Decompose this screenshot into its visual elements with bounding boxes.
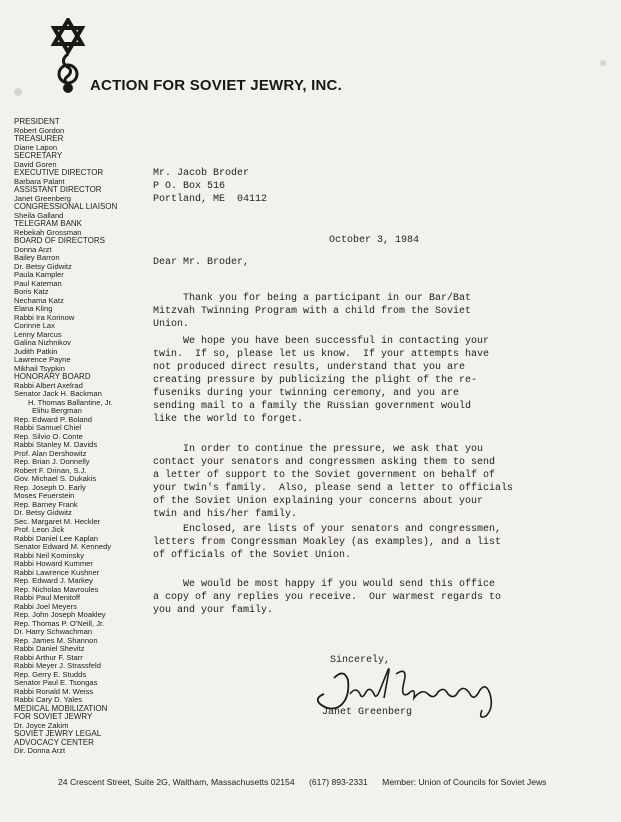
star-of-david-logo — [46, 18, 90, 94]
sidebar-name: Bailey Barron — [14, 253, 60, 262]
sidebar-name: Rabbi Stanley M. Davids — [14, 440, 98, 449]
sidebar-name: Rabbi Joel Meyers — [14, 601, 77, 611]
sidebar-name: Rabbi Ira Korinow — [14, 312, 75, 322]
sidebar-name: Rep. Edward J. Markey — [14, 576, 93, 585]
footer-membership: Member: Union of Councils for Soviet Jews — [382, 777, 547, 787]
sidebar-name: Rabbi Paul Menitoff — [14, 593, 81, 602]
sidebar-name: Paul Kateman — [14, 278, 62, 288]
sidebar-name: Robert F. Drinan, S.J. — [14, 465, 87, 475]
letter-paragraph: We hope you have been successful in contacting your twin. If so, please let us know. If your attempts have not produced direct results, understand that you are creating pressure by publicizing the plight of the re- fuseniks during your twinning ceremony, and you are sending mail to a family the Russian government would like the world to forget. — [153, 336, 490, 425]
footer-address: 24 Crescent Street, Suite 2G, Waltham, Massachusetts 02154 — [58, 777, 295, 787]
sidebar-heading: FOR SOVIET JEWRY — [14, 712, 93, 721]
sidebar-name: Sheila Galland — [14, 210, 64, 220]
sidebar-name: Senator Paul E. Tsongas — [14, 678, 98, 687]
sidebar-name: Rep. Nicholas Mavroules — [14, 584, 99, 594]
sidebar-name: Lawrence Payne — [14, 355, 71, 364]
sidebar-name: Rep. Brian J. Donnelly — [14, 457, 90, 466]
letterhead-sidebar — [14, 118, 154, 756]
sidebar-name: Janet Greenberg — [14, 193, 71, 203]
sidebar-name: Prof. Leon Jick — [14, 525, 65, 534]
sidebar-name: Rep. James M. Shannon — [14, 635, 98, 645]
sidebar-name: Rabbi Daniel Shevitz — [14, 644, 85, 653]
letterhead-footer — [58, 777, 558, 787]
sidebar-name: Barbara Palant — [14, 176, 65, 186]
sidebar-heading: PRESIDENT — [14, 117, 60, 126]
letter-paragraph: Enclosed, are lists of your senators and congressmen, letters from Congressman Moakley (as examples), and a list of officials of the Soviet Union. — [153, 524, 502, 561]
signer-name: Janet Greenberg — [322, 707, 413, 718]
sidebar-name: Rep. Edward P. Boland — [14, 414, 92, 424]
sidebar-name: Diane Lapon — [14, 142, 58, 152]
punch-hole — [600, 60, 606, 66]
sidebar-name: Rep. Gerry E. Studds — [14, 669, 87, 679]
sidebar-name: Corinne Lax — [14, 321, 55, 330]
sidebar-heading: EXECUTIVE DIRECTOR — [14, 168, 104, 177]
sidebar-heading: SOVIET JEWRY LEGAL — [14, 729, 102, 738]
sidebar-name: Rabbi Neil Kominsky — [14, 550, 85, 560]
letter-date: October 3, 1984 — [329, 235, 420, 246]
sidebar-name: Rep. Thomas P. O'Neill, Jr. — [14, 618, 105, 628]
sidebar-name: Rep. Silvio O. Conte — [14, 431, 83, 441]
sidebar-name: Dir. Donna Arzt — [14, 746, 66, 755]
sidebar-name: H. Thomas Ballantine, Jr. — [28, 397, 113, 407]
sidebar-name: Paula Kampler — [14, 270, 64, 279]
sidebar-name: Prof. Alan Dershowitz — [14, 448, 87, 458]
sidebar-name: Donna Arzt — [14, 244, 52, 254]
punch-hole — [14, 88, 22, 96]
sidebar-heading: SECRETARY — [14, 151, 63, 160]
sidebar-name: Rabbi Arthur F. Starr — [14, 652, 83, 662]
sidebar-name: Galina Nizhnikov — [14, 338, 71, 347]
sidebar-name: Rabbi Samuel Chiel — [14, 423, 82, 432]
footer-phone: (617) 893-2331 — [309, 777, 368, 787]
sidebar-name: Dr. Joyce Zakim — [14, 720, 69, 730]
sidebar-heading: ASSISTANT DIRECTOR — [14, 185, 102, 194]
closing: Sincerely, — [330, 655, 391, 666]
sidebar-name: Rabbi Lawrence Kushner — [14, 567, 100, 577]
organization-name: ACTION FOR SOVIET JEWRY, INC. — [90, 77, 342, 94]
sidebar-name: Rabbi Ronald M. Weiss — [14, 686, 94, 696]
sidebar-heading: ADVOCACY CENTER — [14, 737, 94, 747]
sidebar-name: Judith Patkin — [14, 346, 58, 356]
sidebar-name: Senator Jack H. Backman — [14, 389, 102, 398]
sidebar-heading: TREASURER — [14, 134, 64, 143]
sidebar-name: Dr. Betsy Gidwitz — [14, 508, 72, 517]
sidebar-heading: CONGRESSIONAL LIAISON — [14, 202, 118, 211]
sidebar-heading: HONORARY BOARD — [14, 372, 91, 381]
letter-paragraph: Thank you for being a participant in our Bar/Bat Mitzvah Twinning Program with a child from the Soviet Union. — [153, 293, 472, 330]
sidebar-heading: BOARD OF DIRECTORS — [14, 236, 105, 245]
sidebar-heading: TELEGRAM BANK — [14, 219, 83, 228]
sidebar-name: David Goren — [14, 159, 57, 169]
sidebar-name: Rep. Joseph D. Early — [14, 482, 86, 492]
sidebar-name: Mikhail Tsypkin — [14, 363, 65, 373]
sidebar-name: Moses Feuerstein — [14, 491, 75, 500]
sidebar-name: Rabbi Meyer J. Strassfeld — [14, 661, 101, 670]
sidebar-name: Sec. Margaret M. Heckler — [14, 516, 101, 526]
sidebar-heading: MEDICAL MOBILIZATION — [14, 703, 108, 713]
letter-paragraph: We would be most happy if you would send this office a copy of any replies you receive. Our warmest regards to you and your family. — [153, 579, 502, 616]
sidebar-name: Lenny Marcus — [14, 329, 62, 339]
sidebar-name: Rep. John Joseph Moakley — [14, 610, 106, 619]
sidebar-name: Elana Kling — [14, 304, 53, 313]
sidebar-name: Elihu Bergman — [32, 406, 82, 415]
recipient-address: Mr. Jacob Broder P O. Box 516 Portland, ME 04112 — [153, 168, 268, 205]
salutation: Dear Mr. Broder, — [153, 257, 250, 268]
sidebar-name: Rabbi Daniel Lee Kaplan — [14, 533, 99, 543]
sidebar-name: Dr. Harry Schwachman — [14, 627, 93, 636]
sidebar-name: Dr. Betsy Gidwitz — [14, 261, 72, 271]
sidebar-name: Senator Edward M. Kennedy — [14, 542, 112, 551]
sidebar-name: Rabbi Cary D. Yales — [14, 695, 83, 704]
sidebar-name: Rabbi Howard Kummer — [14, 559, 93, 568]
sidebar-name: Rabbi Albert Axelrad — [14, 380, 83, 390]
sidebar-name: Gov. Michael S. Dukakis — [14, 474, 97, 483]
letter-paragraph: In order to continue the pressure, we ask that you contact your senators and congressmen asking them to send a letter of support to the Soviet government on behalf of your twin's family. Also, please send a letter to officials of the Soviet Union explaining your concerns about your twin and his/her family. — [153, 444, 514, 520]
sidebar-name: Robert Gordon — [14, 125, 65, 135]
sidebar-name: Rebekah Grossman — [14, 227, 82, 237]
sidebar-name: Nechama Katz — [14, 295, 64, 305]
sidebar-name: Rep. Barney Frank — [14, 499, 78, 509]
sidebar-name: Boris Katz — [14, 287, 49, 296]
